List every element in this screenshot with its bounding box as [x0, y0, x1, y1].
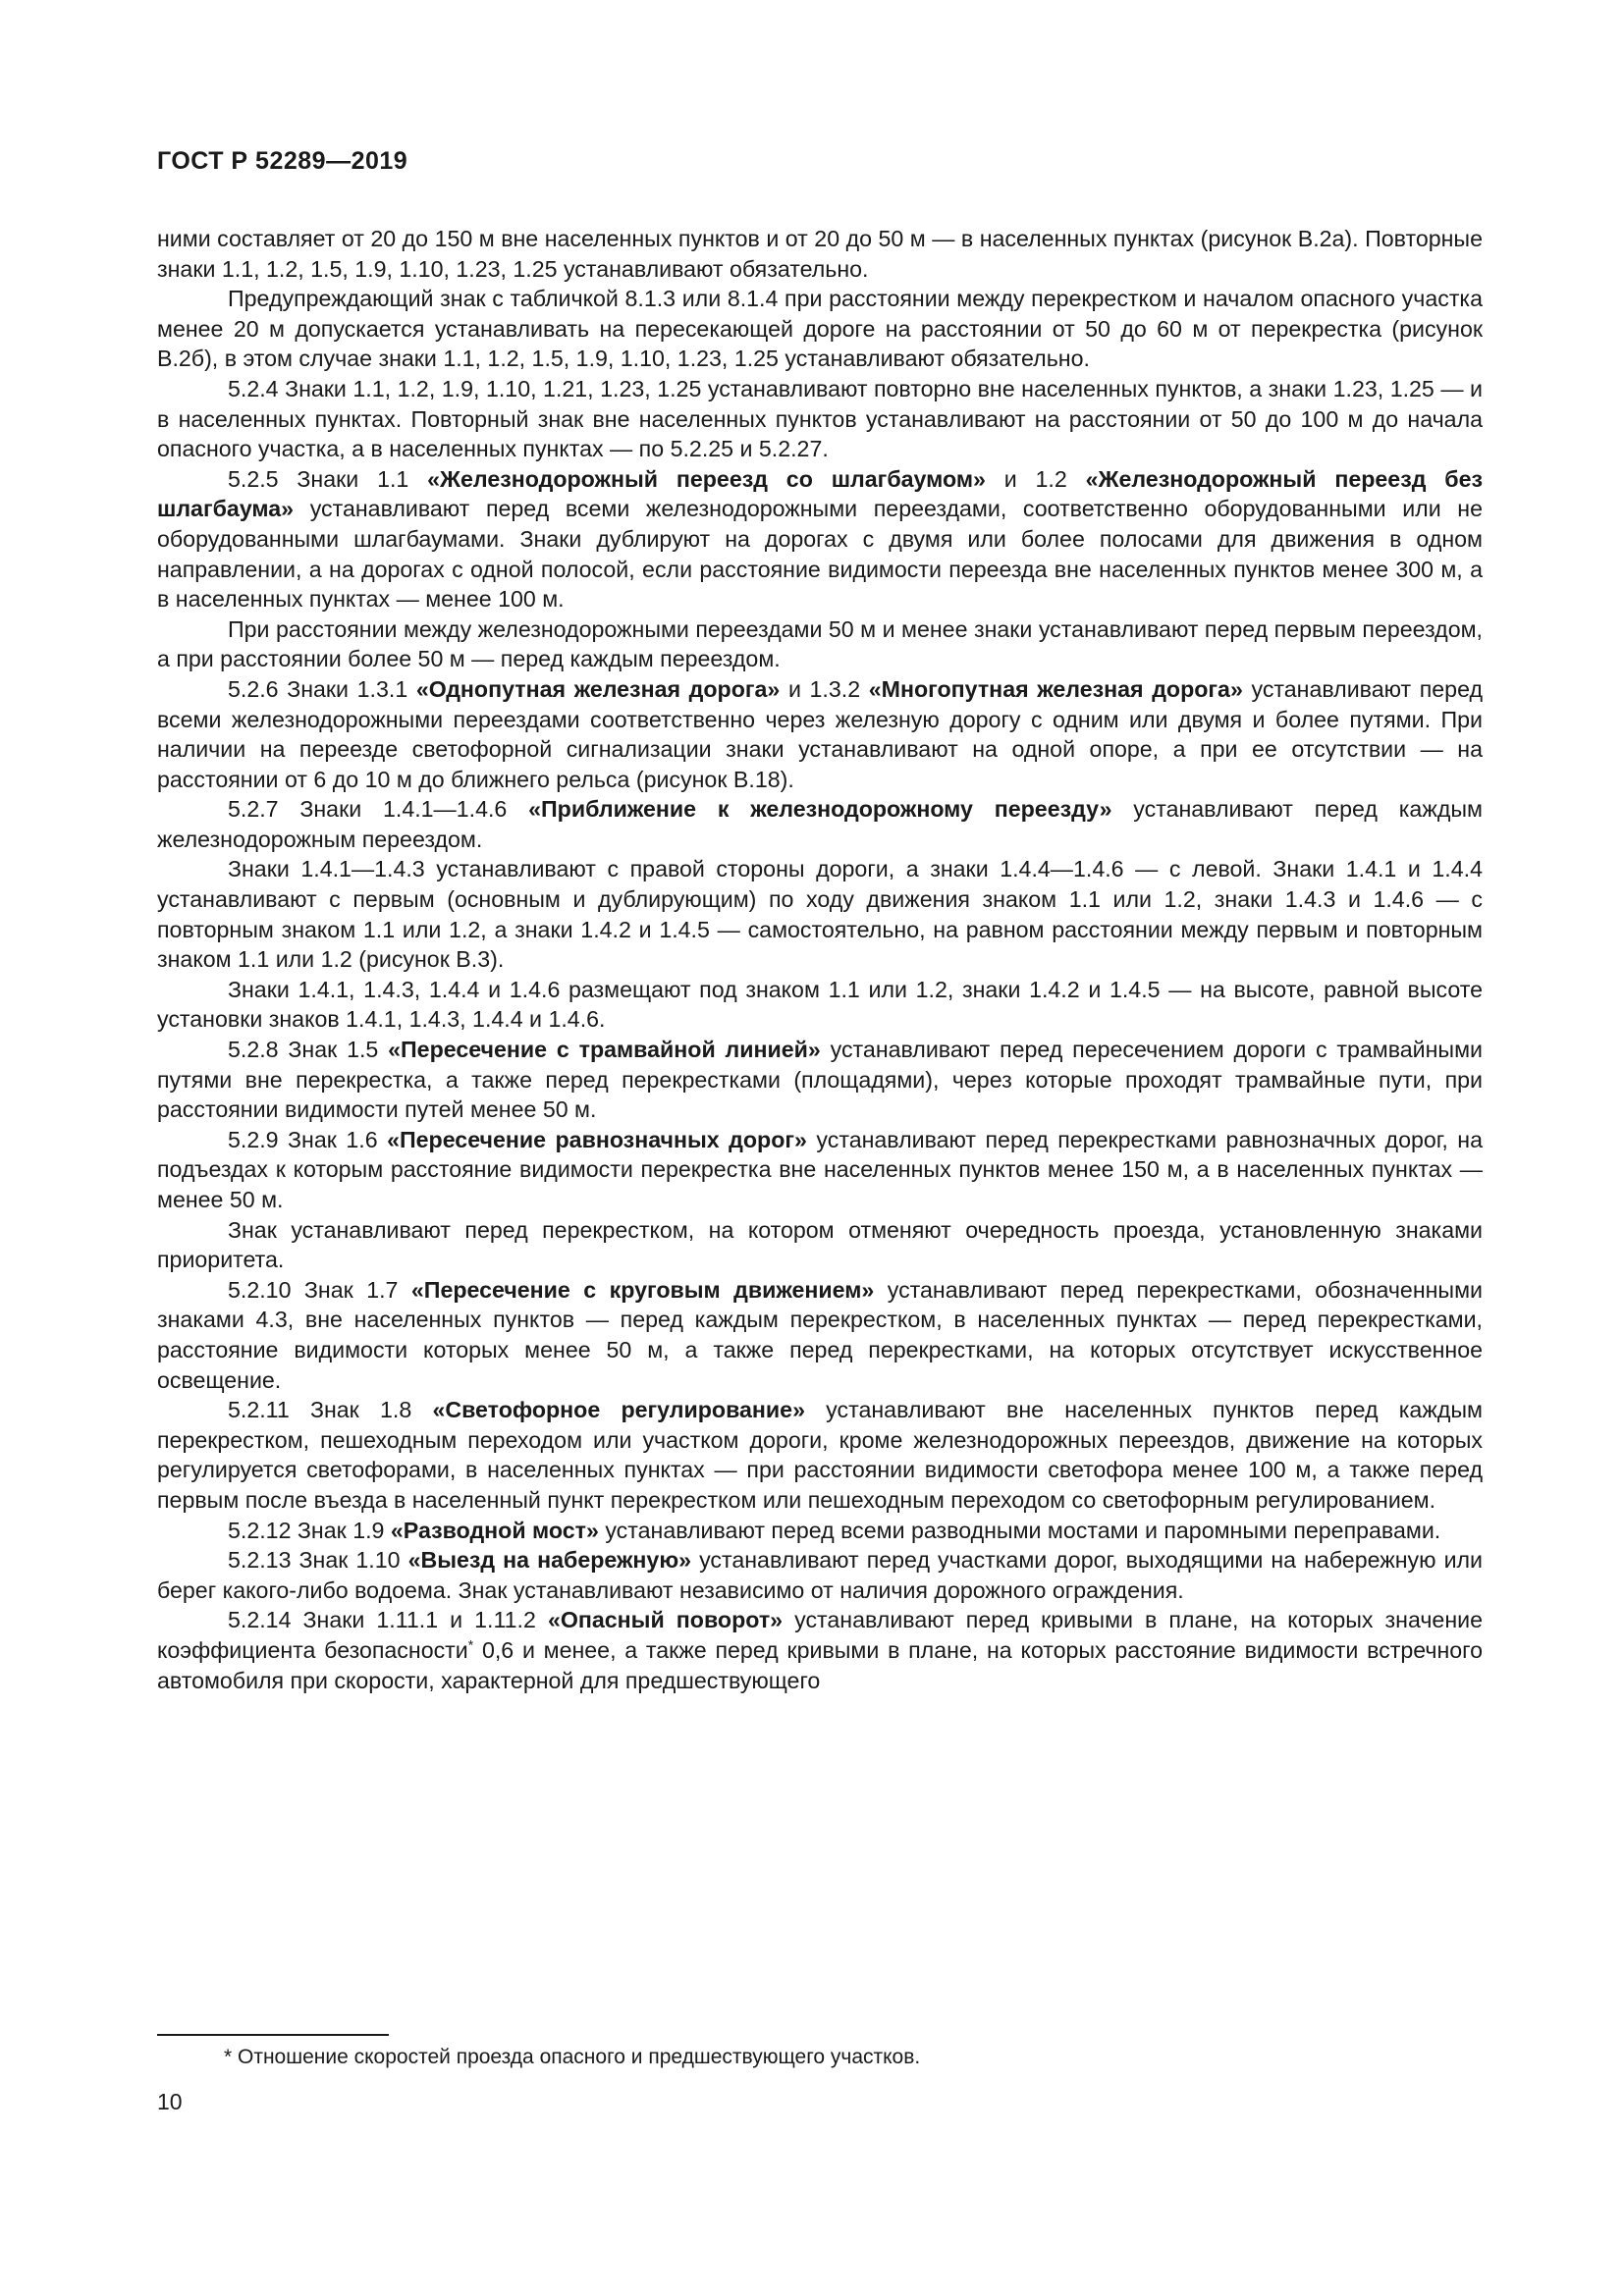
paragraph-text: ними составляет от 20 до 150 м вне населенных пунктов и от 20 до 50 м — в населенных пунктах (рисунок В.2а). Повторные знаки 1.1, 1.2, 1.5, 1.9, 1.10, 1.23, 1.25 устанавливают обязательно.	[157, 226, 1483, 282]
paragraph-text: Знак устанавливают перед перекрестком, на котором отменяют очередность проезда, установленную знаками приоритета.	[157, 1216, 1483, 1273]
paragraph-text: устанавливают перед участками дорог, выходящими на набережную или берег какого-либо водоема. Знак устанавливают независимо от наличия дорожного ограждения.	[157, 1547, 1483, 1603]
paragraph-5-2-13	[157, 1545, 1483, 1605]
paragraph-text: 5.2.4 Знаки 1.1, 1.2, 1.9, 1.10, 1.21, 1.23, 1.25 устанавливают повторно вне населенных пунктов, а знаки 1.23, 1.25 — и в населенных пунктах. Повторный знак вне населенных пунктов устанавливают на расстоянии от 50 до 100 м до начала опасного участка, а в населенных пунктах — по 5.2.25 и 5.2.27.	[157, 375, 1483, 462]
paragraph	[157, 975, 1483, 1035]
paragraph-text: устанавливают вне населенных пунктов перед каждым перекрестком, пешеходным переходом или участком дороги, кроме железнодорожных переездов, движение на которых регулируется светофорами, в населенных пунктах — при расстоянии видимости светофора менее 100 м, а также перед первым после въезда в населенный пункт перекрестком или пешеходным переходом со светофорным регулированием.	[157, 1397, 1483, 1513]
body-text	[157, 224, 1483, 1695]
paragraph-text: устанавливают перед всеми разводными мостами и паромными переправами.	[598, 1517, 1441, 1543]
paragraph-5-2-4	[157, 374, 1483, 464]
sign-name: «Светофорное регулирование»	[432, 1397, 805, 1423]
paragraph-text: 5.2.7 Знаки 1.4.1—1.4.6	[228, 796, 529, 823]
paragraph	[157, 1215, 1483, 1275]
sign-name: «Выезд на набережную»	[407, 1547, 692, 1574]
paragraph-text: устанавливают перед пересечением дороги с трамвайными путями вне перекрестка, а также перед перекрестками (площадями), через которые проходят трамвайные пути, при расстоянии видимости путей менее 50 м.	[157, 1037, 1483, 1123]
paragraph-text: 0,6 и менее, а также перед кривыми в плане, на которых расстояние видимости встречного автомобиля при скорости, характерной для предшествующего	[157, 1636, 1483, 1693]
paragraph-5-2-9	[157, 1125, 1483, 1215]
paragraph-5-2-10	[157, 1275, 1483, 1395]
sign-name: «Железнодорожный переезд без шлагбаума»	[157, 465, 1484, 522]
paragraph-text: 5.2.10 Знак 1.7	[228, 1276, 411, 1303]
paragraph-text: 5.2.12 Знак 1.9	[228, 1517, 391, 1543]
paragraph-text: При расстоянии между железнодорожными переездами 50 м и менее знаки устанавливают перед первым переездом, а при расстоянии более 50 м — перед каждым переездом.	[157, 615, 1483, 672]
paragraph-text: Предупреждающий знак с табличкой 8.1.3 или 8.1.4 при расстоянии между перекрестком и началом опасного участка менее 20 м допускается устанавливать на пересекающей дороге на расстоянии от 50 до 60 м от перекрестка (рисунок В.2б), в этом случае знаки 1.1, 1.2, 1.5, 1.9, 1.10, 1.23, 1.25 устанавливают обязательно.	[157, 286, 1483, 372]
paragraph-5-2-7	[157, 794, 1483, 854]
paragraph-text: и 1.3.2	[780, 675, 869, 702]
paragraph	[157, 224, 1483, 284]
sign-name: «Железнодорожный переезд со шлагбаумом»	[427, 465, 986, 492]
paragraph-text: устанавливают перед всеми железнодорожными переездами соответственно через железную дорогу с одним или двумя и более путями. При наличии на переезде светофорной сигнализации знаки устанавливают на одной опоре, а при ее отсутствии — на расстоянии от 6 до 10 м до ближнего рельса (рисунок В.18).	[157, 675, 1483, 792]
paragraph-5-2-5	[157, 464, 1483, 614]
paragraph-5-2-8	[157, 1035, 1483, 1125]
paragraph-text: 5.2.11 Знак 1.8	[228, 1397, 433, 1423]
paragraph-text: устанавливают перед каждым железнодорожным переездом.	[157, 796, 1483, 852]
sign-name: «Разводной мост»	[390, 1517, 599, 1543]
footnote-separator	[157, 2034, 389, 2036]
paragraph-text: Знаки 1.4.1, 1.4.3, 1.4.4 и 1.4.6 размещают под знаком 1.1 или 1.2, знаки 1.4.2 и 1.4.5 — на высоте, равной высоте установки знаков 1.4.1, 1.4.3, 1.4.4 и 1.4.6.	[157, 976, 1483, 1033]
paragraph-text: 5.2.5 Знаки 1.1	[228, 465, 428, 492]
paragraph-text: Знаки 1.4.1—1.4.3 устанавливают с правой стороны дороги, а знаки 1.4.4—1.4.6 — с левой. Знаки 1.4.1 и 1.4.4 устанавливают с первым (основным и дублирующим) по ходу движения знаком 1.1 или 1.2, знаки 1.4.3 и 1.4.6 — с повторным знаком 1.1 или 1.2, а знаки 1.4.2 и 1.4.5 — самостоятельно, на равном расстоянии между первым и повторным знаком 1.1 или 1.2 (рисунок В.3).	[157, 856, 1483, 973]
paragraph-text: устанавливают перед перекрестками равнозначных дорог, на подъездах к которым расстояние видимости перекрестка вне населенных пунктов менее 150 м, а в населенных пунктах — менее 50 м.	[157, 1126, 1483, 1212]
paragraph-text: 5.2.9 Знак 1.6	[228, 1126, 388, 1152]
sign-name: «Пересечение с круговым движением»	[410, 1276, 875, 1303]
paragraph-text: устанавливают перед перекрестками, обозначенными знаками 4.3, вне населенных пунктов — перед каждым перекрестком, в населенных пунктах — перед перекрестками, расстояние видимости которых менее 50 м, а также перед перекрестками, на которых отсутствует искусственное освещение.	[157, 1276, 1483, 1393]
paragraph	[157, 284, 1483, 374]
paragraph-text: 5.2.14 Знаки 1.11.1 и 1.11.2	[228, 1607, 548, 1633]
footnote-marker: *	[467, 1636, 474, 1653]
paragraph-text: 5.2.6 Знаки 1.3.1	[228, 675, 416, 702]
paragraph-text: 5.2.8 Знак 1.5	[228, 1037, 389, 1063]
paragraph-5-2-12	[157, 1516, 1483, 1546]
sign-name: «Пересечение равнозначных дорог»	[387, 1126, 807, 1152]
paragraph-5-2-6	[157, 674, 1483, 794]
paragraph-text: и 1.2	[985, 465, 1086, 492]
sign-name: «Пересечение с трамвайной линией»	[388, 1037, 821, 1063]
paragraph-text: устанавливают перед кривыми в плане, на которых значение коэффициента безопасности	[157, 1607, 1483, 1663]
paragraph	[157, 854, 1483, 974]
page-number: 10	[157, 2089, 183, 2114]
sign-name: «Приближение к железнодорожному переезду»	[528, 796, 1112, 823]
document-code-header: ГОСТ Р 52289—2019	[157, 147, 408, 175]
paragraph-text: устанавливают перед всеми железнодорожными переездами, соответственно оборудованными или не оборудованными шлагбаумами. Знаки дублируют на дорогах с двумя или более полосами для движения в одном направлении, а на дорогах с одной полосой, если расстояние видимости переезда вне населенных пунктов менее 300 м, а в населенных пунктах — менее 100 м.	[157, 496, 1483, 613]
sign-name: «Однопутная железная дорога»	[415, 675, 781, 702]
paragraph	[157, 614, 1483, 674]
sign-name: «Многопутная железная дорога»	[868, 675, 1243, 702]
sign-name: «Опасный поворот»	[547, 1607, 784, 1633]
paragraph-5-2-11	[157, 1395, 1483, 1515]
paragraph-text: 5.2.13 Знак 1.10	[228, 1547, 408, 1574]
footnote: * Отношение скоростей проезда опасного и предшествующего участков.	[224, 2046, 921, 2068]
paragraph-5-2-14	[157, 1605, 1483, 1695]
